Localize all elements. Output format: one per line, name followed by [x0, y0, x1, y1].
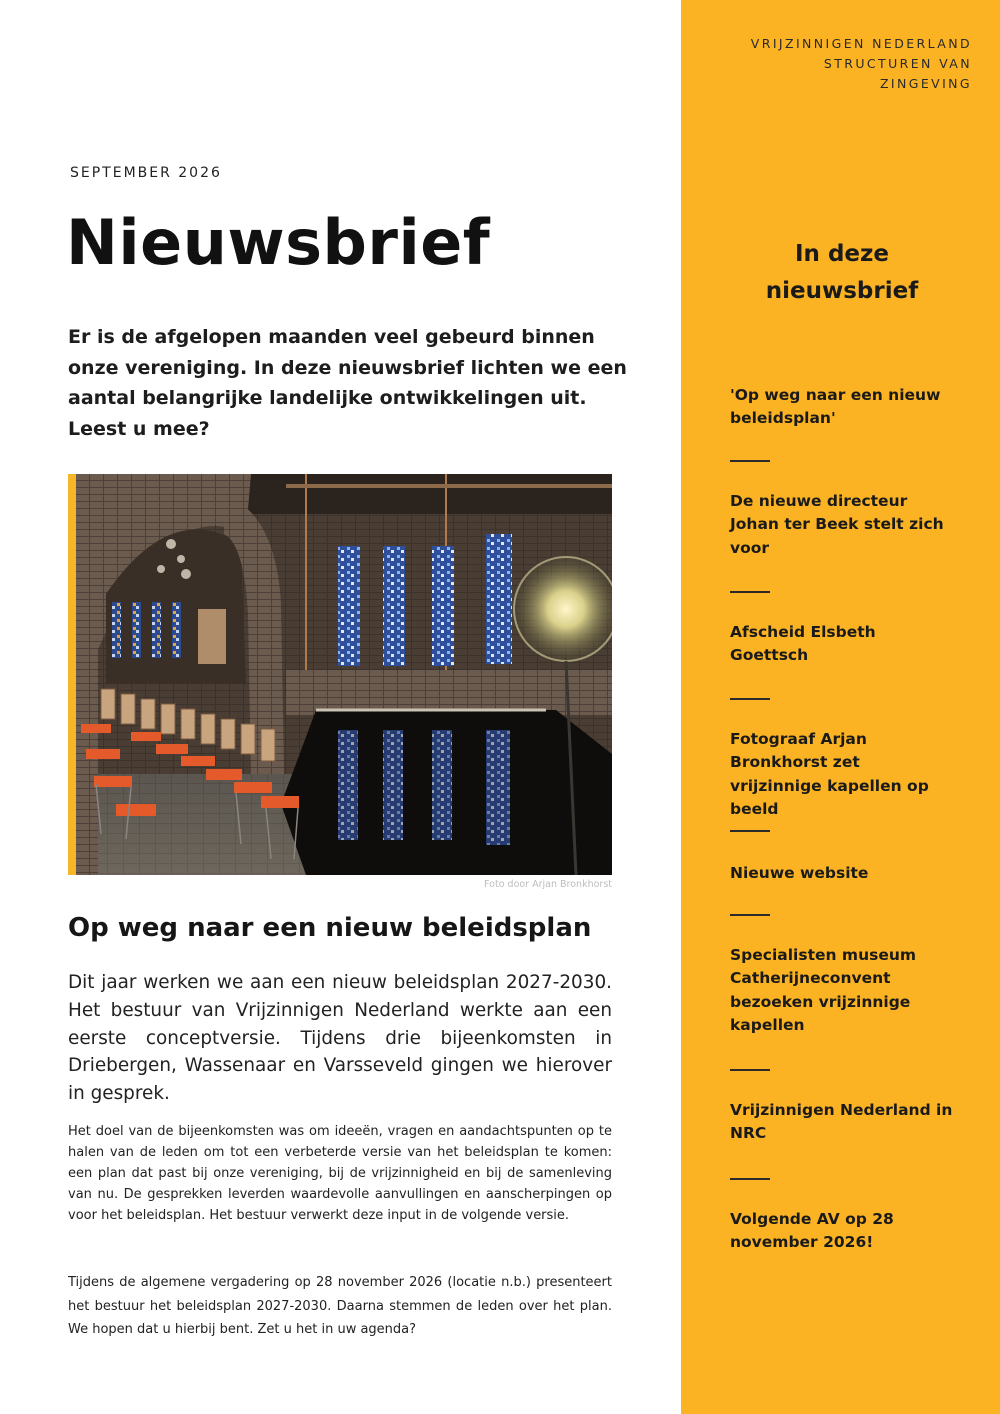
toc-item[interactable]: Fotograaf Arjan Bronkhorst zet vrijzinnige kapellen op beeld [730, 730, 929, 818]
org-line-2: STRUCTUREN VAN [823, 56, 972, 71]
toc-item[interactable]: Afscheid Elsbeth Goettsch [730, 623, 876, 665]
photo-caption: Foto door Arjan Bronkhorst [484, 879, 612, 890]
chapel-illustration [76, 474, 612, 875]
toc-title: In deze nieuwsbrief [765, 241, 919, 304]
toc-item[interactable]: Nieuwe website [730, 864, 869, 882]
article-paragraph-1: Het doel van de bijeenkomsten was om ideeën, vragen en aandachtspunten op te halen van de leden om tot een verbeterde versie van het beleidsplan te komen: een plan dat past bij onze vereniging, bij de vrijzinnigheid en bij de samenleving van nu. De gesprekken leverden waardevolle aanvullingen en aanscherpingen op voor het beleidsplan. Het bestuur verwerkt deze input in de volgende versie. [68, 1124, 612, 1223]
organization-name [751, 34, 972, 94]
toc-divider [730, 1069, 770, 1071]
org-line-1: VRIJZINNIGEN NEDERLAND [750, 36, 972, 51]
toc-item[interactable]: Volgende AV op 28 november 2026! [730, 1210, 894, 1252]
toc-divider [730, 830, 770, 832]
page-title: Nieuwsbrief [66, 206, 491, 279]
article-heading: Op weg naar een nieuw beleidsplan [68, 913, 592, 943]
toc-divider [730, 591, 770, 593]
toc-item[interactable]: De nieuwe directeur Johan ter Beek stelt zich voor [730, 492, 944, 557]
chapel-photo [76, 474, 612, 875]
photo-accent-bar [68, 474, 76, 875]
toc-divider [730, 698, 770, 700]
toc-item[interactable]: Vrijzinnigen Nederland in NRC [730, 1101, 953, 1143]
issue-date: SEPTEMBER 2026 [70, 165, 222, 181]
toc-divider [730, 1178, 770, 1180]
toc-divider [730, 460, 770, 462]
org-line-3: ZINGEVING [879, 76, 972, 91]
toc-divider [730, 914, 770, 916]
article-lead: Dit jaar werken we aan een nieuw beleidsplan 2027-2030. Het bestuur van Vrijzinnigen Nederland werkte aan een eerste conceptversie. Tijdens drie bijeenkomsten in Driebergen, Wassenaar en Varsseveld gingen we hierover in gesprek. [68, 972, 612, 1105]
toc-item[interactable]: 'Op weg naar een nieuw beleidsplan' [730, 386, 941, 428]
article-paragraph-2: Tijdens de algemene vergadering op 28 november 2026 (locatie n.b.) presenteert het bestuur het beleidsplan 2027-2030. Daarna stemmen de leden over het plan. We hopen dat u hierbij bent. Zet u het in uw agenda? [68, 1275, 612, 1337]
intro-text: Er is de afgelopen maanden veel gebeurd binnen onze vereniging. In deze nieuwsbrief lichten we een aantal belangrijke landelijke ontwikkelingen uit. Leest u mee? [68, 326, 627, 440]
sidebar [681, 0, 1000, 1414]
toc-item[interactable]: Specialisten museum Catherijneconvent bezoeken vrijzinnige kapellen [730, 946, 917, 1034]
